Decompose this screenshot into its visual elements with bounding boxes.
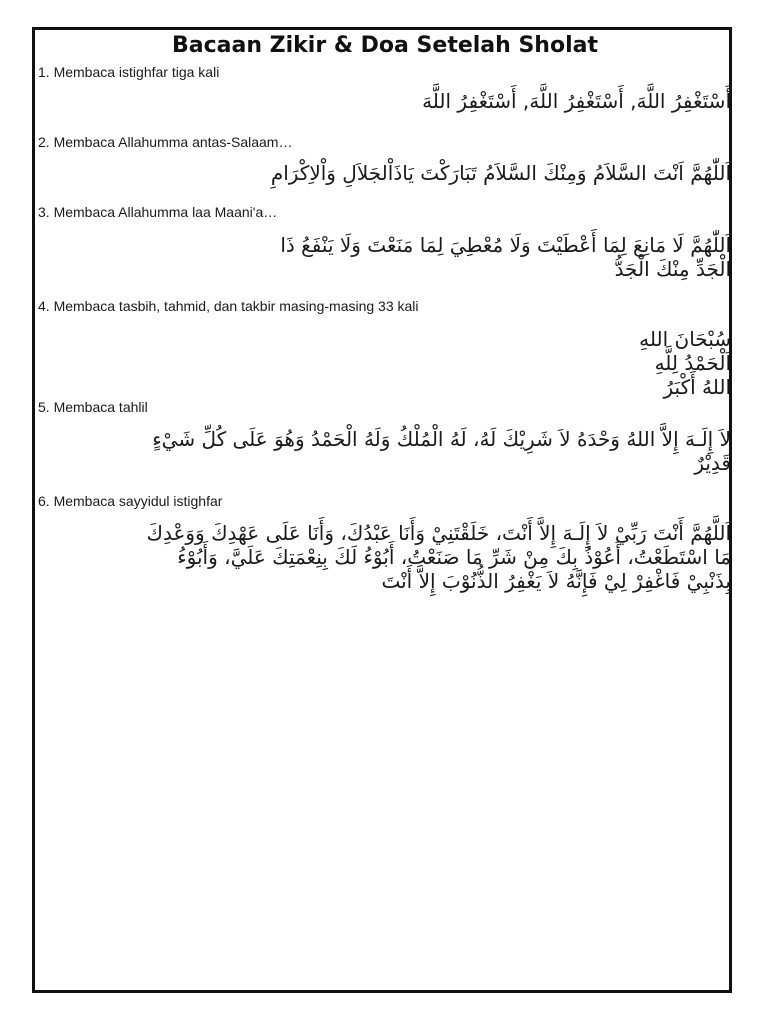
arabic-line: بِذَنْبِيْ فَاغْفِرْ لِيْ فَإِنَّهُ لاَ يَغْفِرُ الذُّنُوْبَ إِلاَّ أَنْتَ <box>381 569 731 593</box>
arabic-line: قَدِيْرٌ <box>694 451 731 475</box>
arabic-line: لاَ إِلَـهَ إِلاَّ اللهُ وَحْدَهُ لاَ شَرِيْكَ لَهُ، لَهُ الْمُلْكُ وَلَهُ الْحَمْدُ وَهُوَ عَلَى كُلِّ شَيْءٍ <box>152 427 731 451</box>
arabic-line: الْجَدِّ مِنْكَ الْجَدُّ <box>614 257 731 281</box>
arabic-text <box>51 521 731 593</box>
section-heading: 2. Membaca Allahumma antas-Salaam… <box>38 134 293 150</box>
arabic-line: مَا اسْتَطَعْتُ، أَعُوْذُ بِكَ مِنْ شَرِّ مَا صَنَعْتُ، أَبُوْءُ لَكَ بِنِعْمَتِكَ عَلَيَّ، وَأَبُوْءُ <box>177 545 731 569</box>
arabic-line: اَللّٰهُمَّ اَنْتَ السَّلاَمُ وَمِنْكَ السَّلاَمُ تَبَارَكْتَ يَاذَاْلجَلاَلِ وَاْلاِكْرَامِ <box>270 161 731 185</box>
document-page <box>32 27 732 993</box>
arabic-text <box>51 233 731 281</box>
page-title: Bacaan Zikir & Doa Setelah Sholat <box>171 33 598 58</box>
arabic-line: سُبْحَانَ اللهِ <box>639 327 731 351</box>
arabic-text <box>51 427 731 475</box>
arabic-line: اَللّٰهُمَّ لَا مَانِعَ لِمَا أَعْطَيْتَ وَلَا مُعْطِيَ لِمَا مَنَعْتَ وَلَا يَنْفَعُ ذَا <box>280 233 731 257</box>
arabic-line: اَلْحَمْدُ لِلَّهِ <box>654 351 731 375</box>
section-heading: 5. Membaca tahlil <box>38 399 148 415</box>
arabic-text <box>51 161 731 185</box>
section-heading: 6. Membaca sayyidul istighfar <box>38 493 223 509</box>
arabic-line: اللهُ أَكْبَرُ <box>663 375 731 399</box>
section-heading: 1. Membaca istighfar tiga kali <box>38 64 220 80</box>
arabic-line: أَسْتَغْفِرُ اللَّهَ, أَسْتَغْفِرُ اللَّهَ, أَسْتَغْفِرُ اللَّهَ <box>422 89 731 113</box>
arabic-text <box>51 327 731 399</box>
section-heading: 3. Membaca Allahumma laa Maani'a… <box>38 204 278 220</box>
section-heading: 4. Membaca tasbih, tahmid, dan takbir masing-masing 33 kali <box>38 298 419 314</box>
arabic-text <box>51 89 731 113</box>
arabic-line: اَللَّهُمَّ أَنْتَ رَبِّيْ لاَ إِلَـهَ إِلاَّ أَنْتَ، خَلَقْتَنِيْ وَأَنَا عَبْدُكَ، وَأَنَا عَلَى عَهْدِكَ وَوَعْدِكَ <box>146 521 731 545</box>
